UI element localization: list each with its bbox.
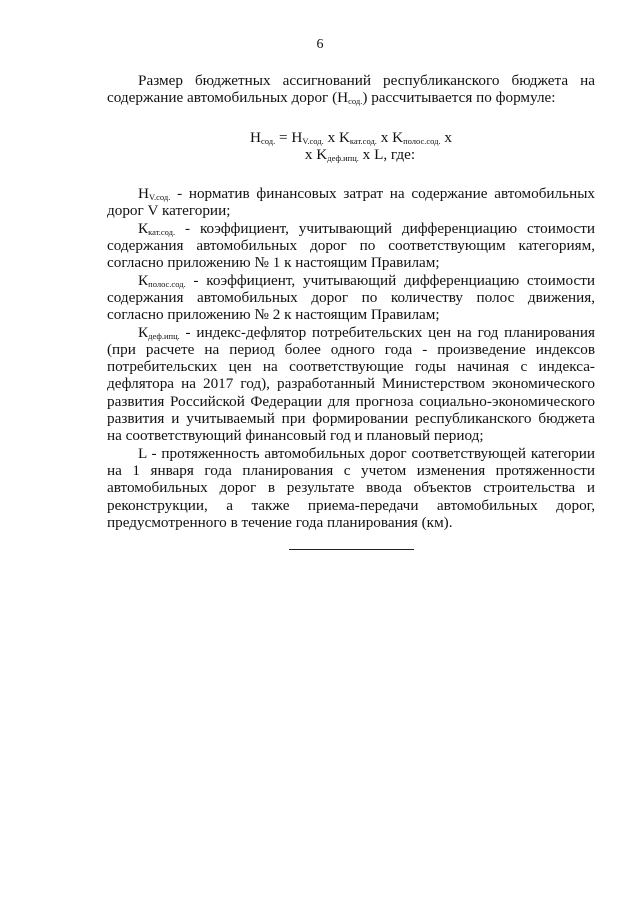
formula-eq: = Н <box>275 128 303 146</box>
formula-h: Н <box>250 128 261 146</box>
formula-line-1 <box>107 129 595 146</box>
definition-symbol: К <box>138 219 149 237</box>
formula-k1-sub: кат.сод. <box>349 135 377 146</box>
definition-k-kat <box>107 220 595 272</box>
formula-x2: x K <box>376 128 404 146</box>
closing-rule <box>289 549 414 550</box>
formula-nv-sub: V.сод. <box>302 135 324 146</box>
definition-k-polos <box>107 272 595 324</box>
intro-text-end: ) рассчитывается по формуле: <box>362 89 556 107</box>
page-number: 6 <box>316 37 324 52</box>
intro-paragraph <box>107 72 595 107</box>
definition-k-def <box>107 324 595 445</box>
definition-nv <box>107 185 595 220</box>
definition-subscript: V.сод. <box>148 192 171 203</box>
formula-x1: x K <box>323 128 350 146</box>
intro-text: Размер бюджетных ассигнований республиканского бюджета на содержание автомобильных дорог (Н <box>107 72 595 107</box>
formula-x3: x <box>440 128 452 146</box>
definition-text: - протяженность автомобильных дорог соответствующей категории на 1 января года планирования с учетом изменения протяженности автомобильных дорог в результате ввода объектов строительства и реконструкции, а также приема-передачи автомобильных дорог, предусмотренного в течение года планирования (км). <box>107 444 595 531</box>
definition-symbol: К <box>138 271 149 289</box>
definition-text: - норматив финансовых затрат на содержание автомобильных дорог V категории; <box>107 185 595 220</box>
formula-k2-sub: полос.сод. <box>403 135 441 146</box>
intro-subscript: сод. <box>348 96 363 107</box>
formula-k3-sub: деф.ипц. <box>327 152 359 163</box>
definition-text: - индекс-дефлятор потребительских цен на год планирования (при расчете на период более одного года - произведение индексов потребительских цен на соответствующие годы начиная с индекса-дефлятора на 2017 год), разработанный Министерством экономического развития Российской Федерации для прогноза социально-экономического развития и учитываемый при формировании республиканского бюджета на соответствующий финансовый год и плановый период; <box>107 323 595 445</box>
formula-line2-end: x L, где: <box>358 145 416 163</box>
definition-l <box>107 445 595 531</box>
definition-text: - коэффициент, учитывающий дифференциацию стоимости содержания автомобильных дорог по количеству полос движения, согласно приложению № 2 к настоящим Правилам; <box>107 271 595 324</box>
definition-subscript: деф.ипц. <box>148 330 180 341</box>
formula-h-sub: сод. <box>260 135 276 146</box>
definition-subscript: кат.сод. <box>148 226 176 237</box>
document-body <box>107 72 595 531</box>
formula-line-2 <box>107 146 595 163</box>
definition-symbol: L <box>138 444 147 462</box>
definition-text: - коэффициент, учитывающий дифференциацию стоимости содержания автомобильных дорог по соответствующим категориям, согласно приложению № 1 к настоящим Правилам; <box>107 219 595 272</box>
definition-symbol: Н <box>138 185 149 203</box>
formula <box>107 129 595 164</box>
definition-subscript: полос.сод. <box>148 278 186 289</box>
definition-symbol: К <box>138 323 149 341</box>
formula-line2-start: x K <box>304 145 328 163</box>
